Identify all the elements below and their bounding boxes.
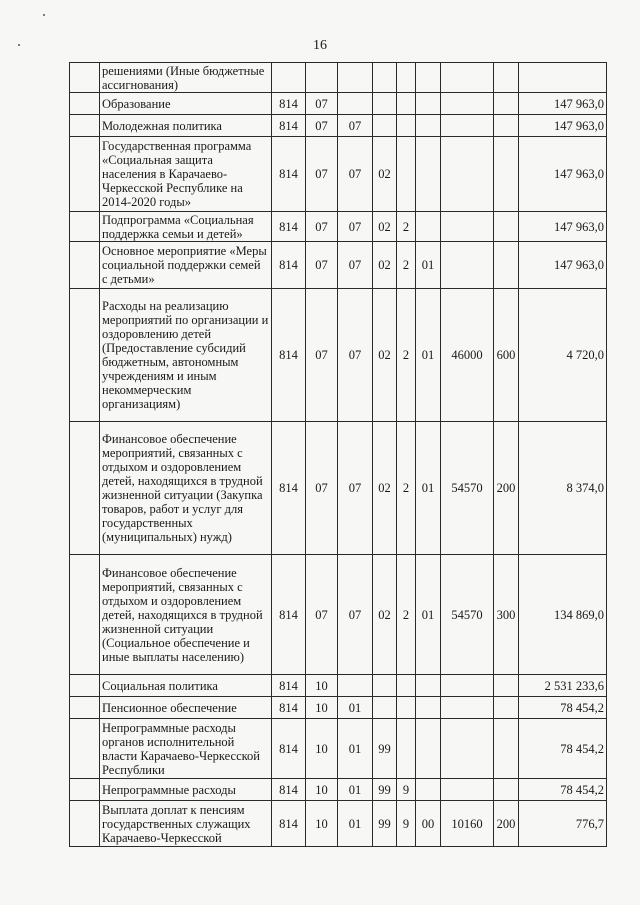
cell-program: 99 xyxy=(373,719,397,779)
cell-program xyxy=(373,115,397,137)
cell-activity xyxy=(416,115,441,137)
page-number: 16 xyxy=(313,38,327,53)
cell-section: 07 xyxy=(306,555,338,675)
cell-activity xyxy=(416,719,441,779)
cell-subsection: 07 xyxy=(338,422,373,555)
cell-direction: 10160 xyxy=(441,801,494,847)
cell-subsection: 07 xyxy=(338,555,373,675)
cell-grbs: 814 xyxy=(272,779,306,801)
row-name: Государственная программа «Социальная защита населения в Карачаево-Черкесской Республике на 2014-2020 годы» xyxy=(100,137,272,212)
cell-expense-type xyxy=(494,242,519,289)
cell-grbs: 814 xyxy=(272,697,306,719)
cell-subsection xyxy=(338,93,373,115)
cell-amount: 134 869,0 xyxy=(519,555,607,675)
cell-expense-type: 600 xyxy=(494,289,519,422)
table-row xyxy=(70,697,607,719)
cell-subsection: 07 xyxy=(338,242,373,289)
row-name: Подпрограмма «Социальная поддержка семьи и детей» xyxy=(100,212,272,242)
cell-activity xyxy=(416,93,441,115)
cell-subsection xyxy=(338,63,373,93)
cell-subprogram xyxy=(397,719,416,779)
cell-amount xyxy=(519,63,607,93)
cell-expense-type: 200 xyxy=(494,422,519,555)
cell-section: 07 xyxy=(306,289,338,422)
cell-grbs: 814 xyxy=(272,801,306,847)
cell-section: 07 xyxy=(306,115,338,137)
cell-grbs: 814 xyxy=(272,289,306,422)
cell-expense-type xyxy=(494,675,519,697)
cell-grbs: 814 xyxy=(272,675,306,697)
cell-program xyxy=(373,675,397,697)
table-row xyxy=(70,779,607,801)
cell-activity xyxy=(416,675,441,697)
table-row xyxy=(70,555,607,675)
cell-direction xyxy=(441,212,494,242)
cell-subsection: 07 xyxy=(338,289,373,422)
row-name: Социальная политика xyxy=(100,675,272,697)
row-name: Непрограммные расходы органов исполнительной власти Карачаево-Черкесской Республики xyxy=(100,719,272,779)
table-row xyxy=(70,801,607,847)
cell-subsection: 07 xyxy=(338,137,373,212)
scan-speck xyxy=(18,44,20,46)
row-name: Молодежная политика xyxy=(100,115,272,137)
cell-amount: 78 454,2 xyxy=(519,779,607,801)
row-name: Непрограммные расходы xyxy=(100,779,272,801)
cell-subprogram xyxy=(397,137,416,212)
cell-subsection: 07 xyxy=(338,115,373,137)
cell-direction xyxy=(441,779,494,801)
cell-subprogram xyxy=(397,115,416,137)
cell-direction xyxy=(441,63,494,93)
cell-expense-type: 200 xyxy=(494,801,519,847)
cell-expense-type xyxy=(494,115,519,137)
cell-amount: 147 963,0 xyxy=(519,242,607,289)
cell-section xyxy=(306,63,338,93)
cell-program: 02 xyxy=(373,212,397,242)
cell-subprogram: 9 xyxy=(397,801,416,847)
cell-subprogram: 2 xyxy=(397,289,416,422)
cell-grbs: 814 xyxy=(272,137,306,212)
cell-subsection xyxy=(338,675,373,697)
cell-amount: 147 963,0 xyxy=(519,137,607,212)
table-row xyxy=(70,422,607,555)
cell-section: 07 xyxy=(306,93,338,115)
cell-section: 07 xyxy=(306,212,338,242)
cell-direction xyxy=(441,137,494,212)
cell-activity xyxy=(416,137,441,212)
table-row xyxy=(70,289,607,422)
cell-program xyxy=(373,63,397,93)
cell-subprogram xyxy=(397,697,416,719)
cell-amount: 2 531 233,6 xyxy=(519,675,607,697)
cell-program xyxy=(373,93,397,115)
cell-activity: 01 xyxy=(416,289,441,422)
row-name: Расходы на реализацию мероприятий по организации и оздоровлению детей (Предоставление субсидий бюджетным, автономным учреждениям и иным некоммерческим организациям) xyxy=(100,289,272,422)
cell-grbs: 814 xyxy=(272,422,306,555)
row-name: решениями (Иные бюджетные ассигнования) xyxy=(100,63,272,93)
cell-amount: 4 720,0 xyxy=(519,289,607,422)
scan-speck xyxy=(43,14,45,16)
cell-subprogram xyxy=(397,63,416,93)
cell-direction xyxy=(441,675,494,697)
table-row xyxy=(70,93,607,115)
cell-program: 02 xyxy=(373,242,397,289)
table-row xyxy=(70,212,607,242)
cell-expense-type xyxy=(494,137,519,212)
cell-amount: 776,7 xyxy=(519,801,607,847)
cell-expense-type xyxy=(494,719,519,779)
budget-table xyxy=(69,62,607,847)
cell-program: 02 xyxy=(373,555,397,675)
cell-subsection: 01 xyxy=(338,801,373,847)
cell-direction xyxy=(441,697,494,719)
cell-grbs: 814 xyxy=(272,719,306,779)
cell-section: 07 xyxy=(306,242,338,289)
cell-grbs: 814 xyxy=(272,212,306,242)
cell-amount: 147 963,0 xyxy=(519,93,607,115)
cell-expense-type xyxy=(494,63,519,93)
cell-activity xyxy=(416,779,441,801)
cell-expense-type xyxy=(494,779,519,801)
cell-amount: 8 374,0 xyxy=(519,422,607,555)
cell-program: 99 xyxy=(373,801,397,847)
cell-direction: 46000 xyxy=(441,289,494,422)
cell-activity xyxy=(416,212,441,242)
cell-grbs: 814 xyxy=(272,555,306,675)
cell-grbs: 814 xyxy=(272,115,306,137)
cell-section: 10 xyxy=(306,697,338,719)
cell-program: 99 xyxy=(373,779,397,801)
cell-program xyxy=(373,697,397,719)
cell-expense-type: 300 xyxy=(494,555,519,675)
row-name: Финансовое обеспечение мероприятий, связанных с отдыхом и оздоровлением детей, находящихся в трудной жизненной ситуации (Социальное обеспечение и иные выплаты населению) xyxy=(100,555,272,675)
cell-section: 10 xyxy=(306,719,338,779)
cell-activity: 01 xyxy=(416,242,441,289)
cell-section: 10 xyxy=(306,779,338,801)
cell-amount: 78 454,2 xyxy=(519,719,607,779)
row-name: Пенсионное обеспечение xyxy=(100,697,272,719)
cell-program: 02 xyxy=(373,422,397,555)
cell-direction xyxy=(441,115,494,137)
table-row xyxy=(70,137,607,212)
cell-direction xyxy=(441,242,494,289)
cell-direction: 54570 xyxy=(441,555,494,675)
table-row xyxy=(70,242,607,289)
cell-amount: 147 963,0 xyxy=(519,212,607,242)
cell-activity xyxy=(416,697,441,719)
cell-subprogram: 2 xyxy=(397,555,416,675)
cell-subsection: 01 xyxy=(338,779,373,801)
cell-grbs xyxy=(272,63,306,93)
cell-subprogram xyxy=(397,93,416,115)
cell-direction xyxy=(441,719,494,779)
cell-subsection: 01 xyxy=(338,697,373,719)
table-row xyxy=(70,675,607,697)
cell-activity: 01 xyxy=(416,422,441,555)
cell-subprogram: 2 xyxy=(397,212,416,242)
cell-activity: 01 xyxy=(416,555,441,675)
cell-expense-type xyxy=(494,697,519,719)
cell-expense-type xyxy=(494,212,519,242)
cell-amount: 78 454,2 xyxy=(519,697,607,719)
cell-section: 07 xyxy=(306,422,338,555)
cell-activity: 00 xyxy=(416,801,441,847)
cell-expense-type xyxy=(494,93,519,115)
cell-grbs: 814 xyxy=(272,242,306,289)
table-row xyxy=(70,115,607,137)
cell-subprogram xyxy=(397,675,416,697)
cell-activity xyxy=(416,63,441,93)
cell-program: 02 xyxy=(373,137,397,212)
row-name: Выплата доплат к пенсиям государственных служащих Карачаево-Черкесской xyxy=(100,801,272,847)
cell-subprogram: 9 xyxy=(397,779,416,801)
table-row xyxy=(70,63,607,93)
cell-subprogram: 2 xyxy=(397,422,416,555)
cell-program: 02 xyxy=(373,289,397,422)
cell-amount: 147 963,0 xyxy=(519,115,607,137)
cell-direction xyxy=(441,93,494,115)
cell-direction: 54570 xyxy=(441,422,494,555)
table-row xyxy=(70,719,607,779)
cell-section: 10 xyxy=(306,801,338,847)
cell-subprogram: 2 xyxy=(397,242,416,289)
cell-grbs: 814 xyxy=(272,93,306,115)
cell-section: 07 xyxy=(306,137,338,212)
cell-subsection: 01 xyxy=(338,719,373,779)
row-name: Образование xyxy=(100,93,272,115)
row-name: Финансовое обеспечение мероприятий, связанных с отдыхом и оздоровлением детей, находящихся в трудной жизненной ситуации (Закупка товаров, работ и услуг для государственных (муниципальных) нужд) xyxy=(100,422,272,555)
row-name: Основное мероприятие «Меры социальной поддержки семей с детьми» xyxy=(100,242,272,289)
cell-section: 10 xyxy=(306,675,338,697)
cell-subsection: 07 xyxy=(338,212,373,242)
